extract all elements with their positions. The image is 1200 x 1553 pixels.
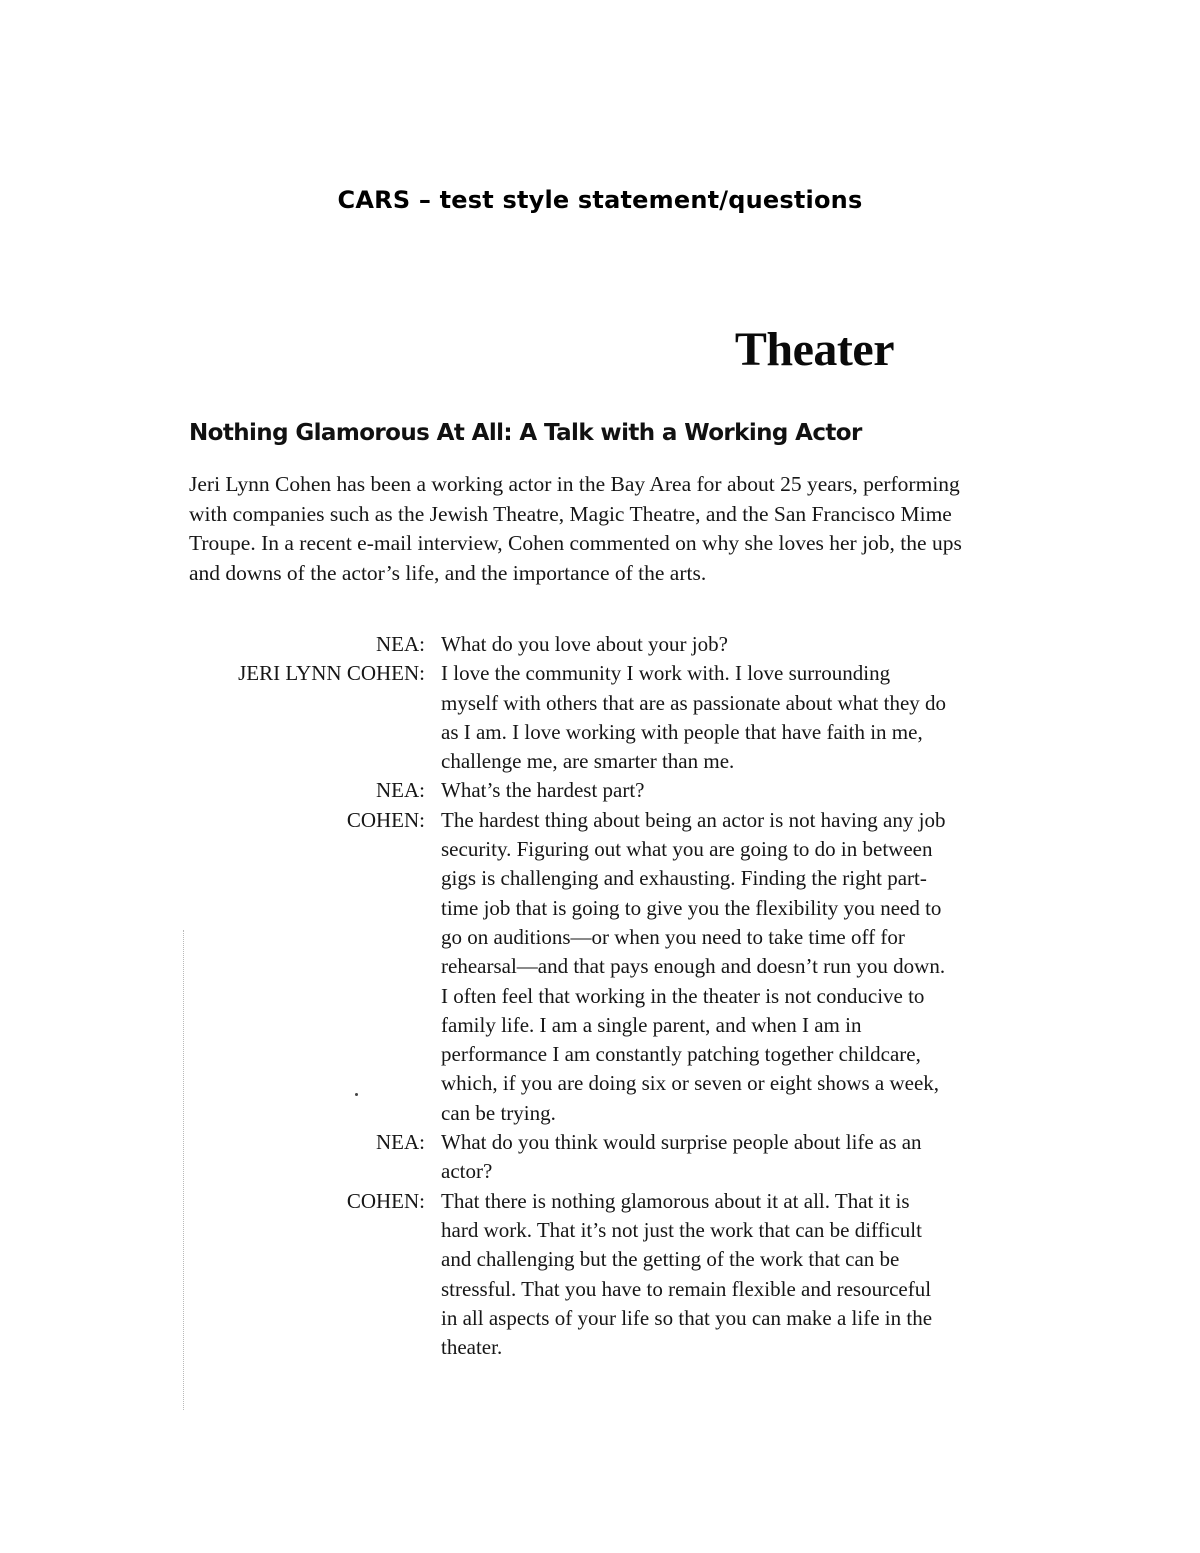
interview-turn bbox=[189, 1187, 979, 1363]
speech-text: What’s the hardest part? bbox=[441, 778, 645, 803]
speaker-label: NEA: bbox=[376, 632, 425, 656]
speaker-label: JERI LYNN COHEN: bbox=[238, 661, 425, 686]
scan-speck bbox=[355, 1093, 358, 1096]
speech-text: I love the community I work with. I love surrounding myself with others that are as passionate about what they do as I am. I love working with people that have faith in me, challenge me, are smarter than me. bbox=[441, 661, 947, 774]
speaker-label: NEA: bbox=[376, 1130, 425, 1155]
article-title: Nothing Glamorous At All: A Talk with a Working Actor bbox=[189, 420, 862, 446]
speech-text: That there is nothing glamorous about it at all. That it is hard work. That it’s not just the work that can be difficult and challenging but the getting of the work that can be stressful. That you have to remain flexible and resourceful in all aspects of your life so that you can make a life in the theater. bbox=[441, 1188, 933, 1360]
interview-turn bbox=[189, 776, 979, 805]
interview-turn bbox=[189, 806, 979, 1128]
interview-turn bbox=[189, 1128, 979, 1187]
scan-margin-artifact bbox=[183, 930, 187, 1410]
speech-text: What do you think would surprise people about life as an actor? bbox=[441, 1130, 922, 1184]
interview-turn bbox=[189, 659, 979, 776]
speech-text: The hardest thing about being an actor is not having any job security. Figuring out what you are going to do in between gigs is challenging and exhausting. Finding the right part-time job that is going to give you the flexibility you need to go on auditions—or when you need to take time off for rehearsal—and that pays enough and doesn’t run you down. I often feel that working in the theater is not conducive to family life. I am a single parent, and when I am in performance I am constantly patching together childcare, which, if you are doing six or seven or eight shows a week, can be trying. bbox=[441, 807, 946, 1125]
speech-text: What do you love about your job? bbox=[441, 632, 728, 656]
page-header: CARS – test style statement/questions bbox=[337, 186, 863, 214]
speaker-label: COHEN: bbox=[346, 807, 425, 832]
speaker-label: NEA: bbox=[376, 778, 425, 803]
speaker-label: COHEN: bbox=[346, 1188, 425, 1213]
section-title: Theater bbox=[734, 323, 894, 376]
interview-turn bbox=[189, 630, 979, 659]
interview bbox=[189, 630, 979, 1362]
article-intro: Jeri Lynn Cohen has been a working actor in the Bay Area for about 25 years, performing with companies such as the Jewish Theatre, Magic Theatre, and the San Francisco Mime Troupe. In a recent e-mail interview, Cohen commented on why she loves her job, the ups and downs of the actor’s life, and the importance of the arts. bbox=[189, 472, 962, 585]
